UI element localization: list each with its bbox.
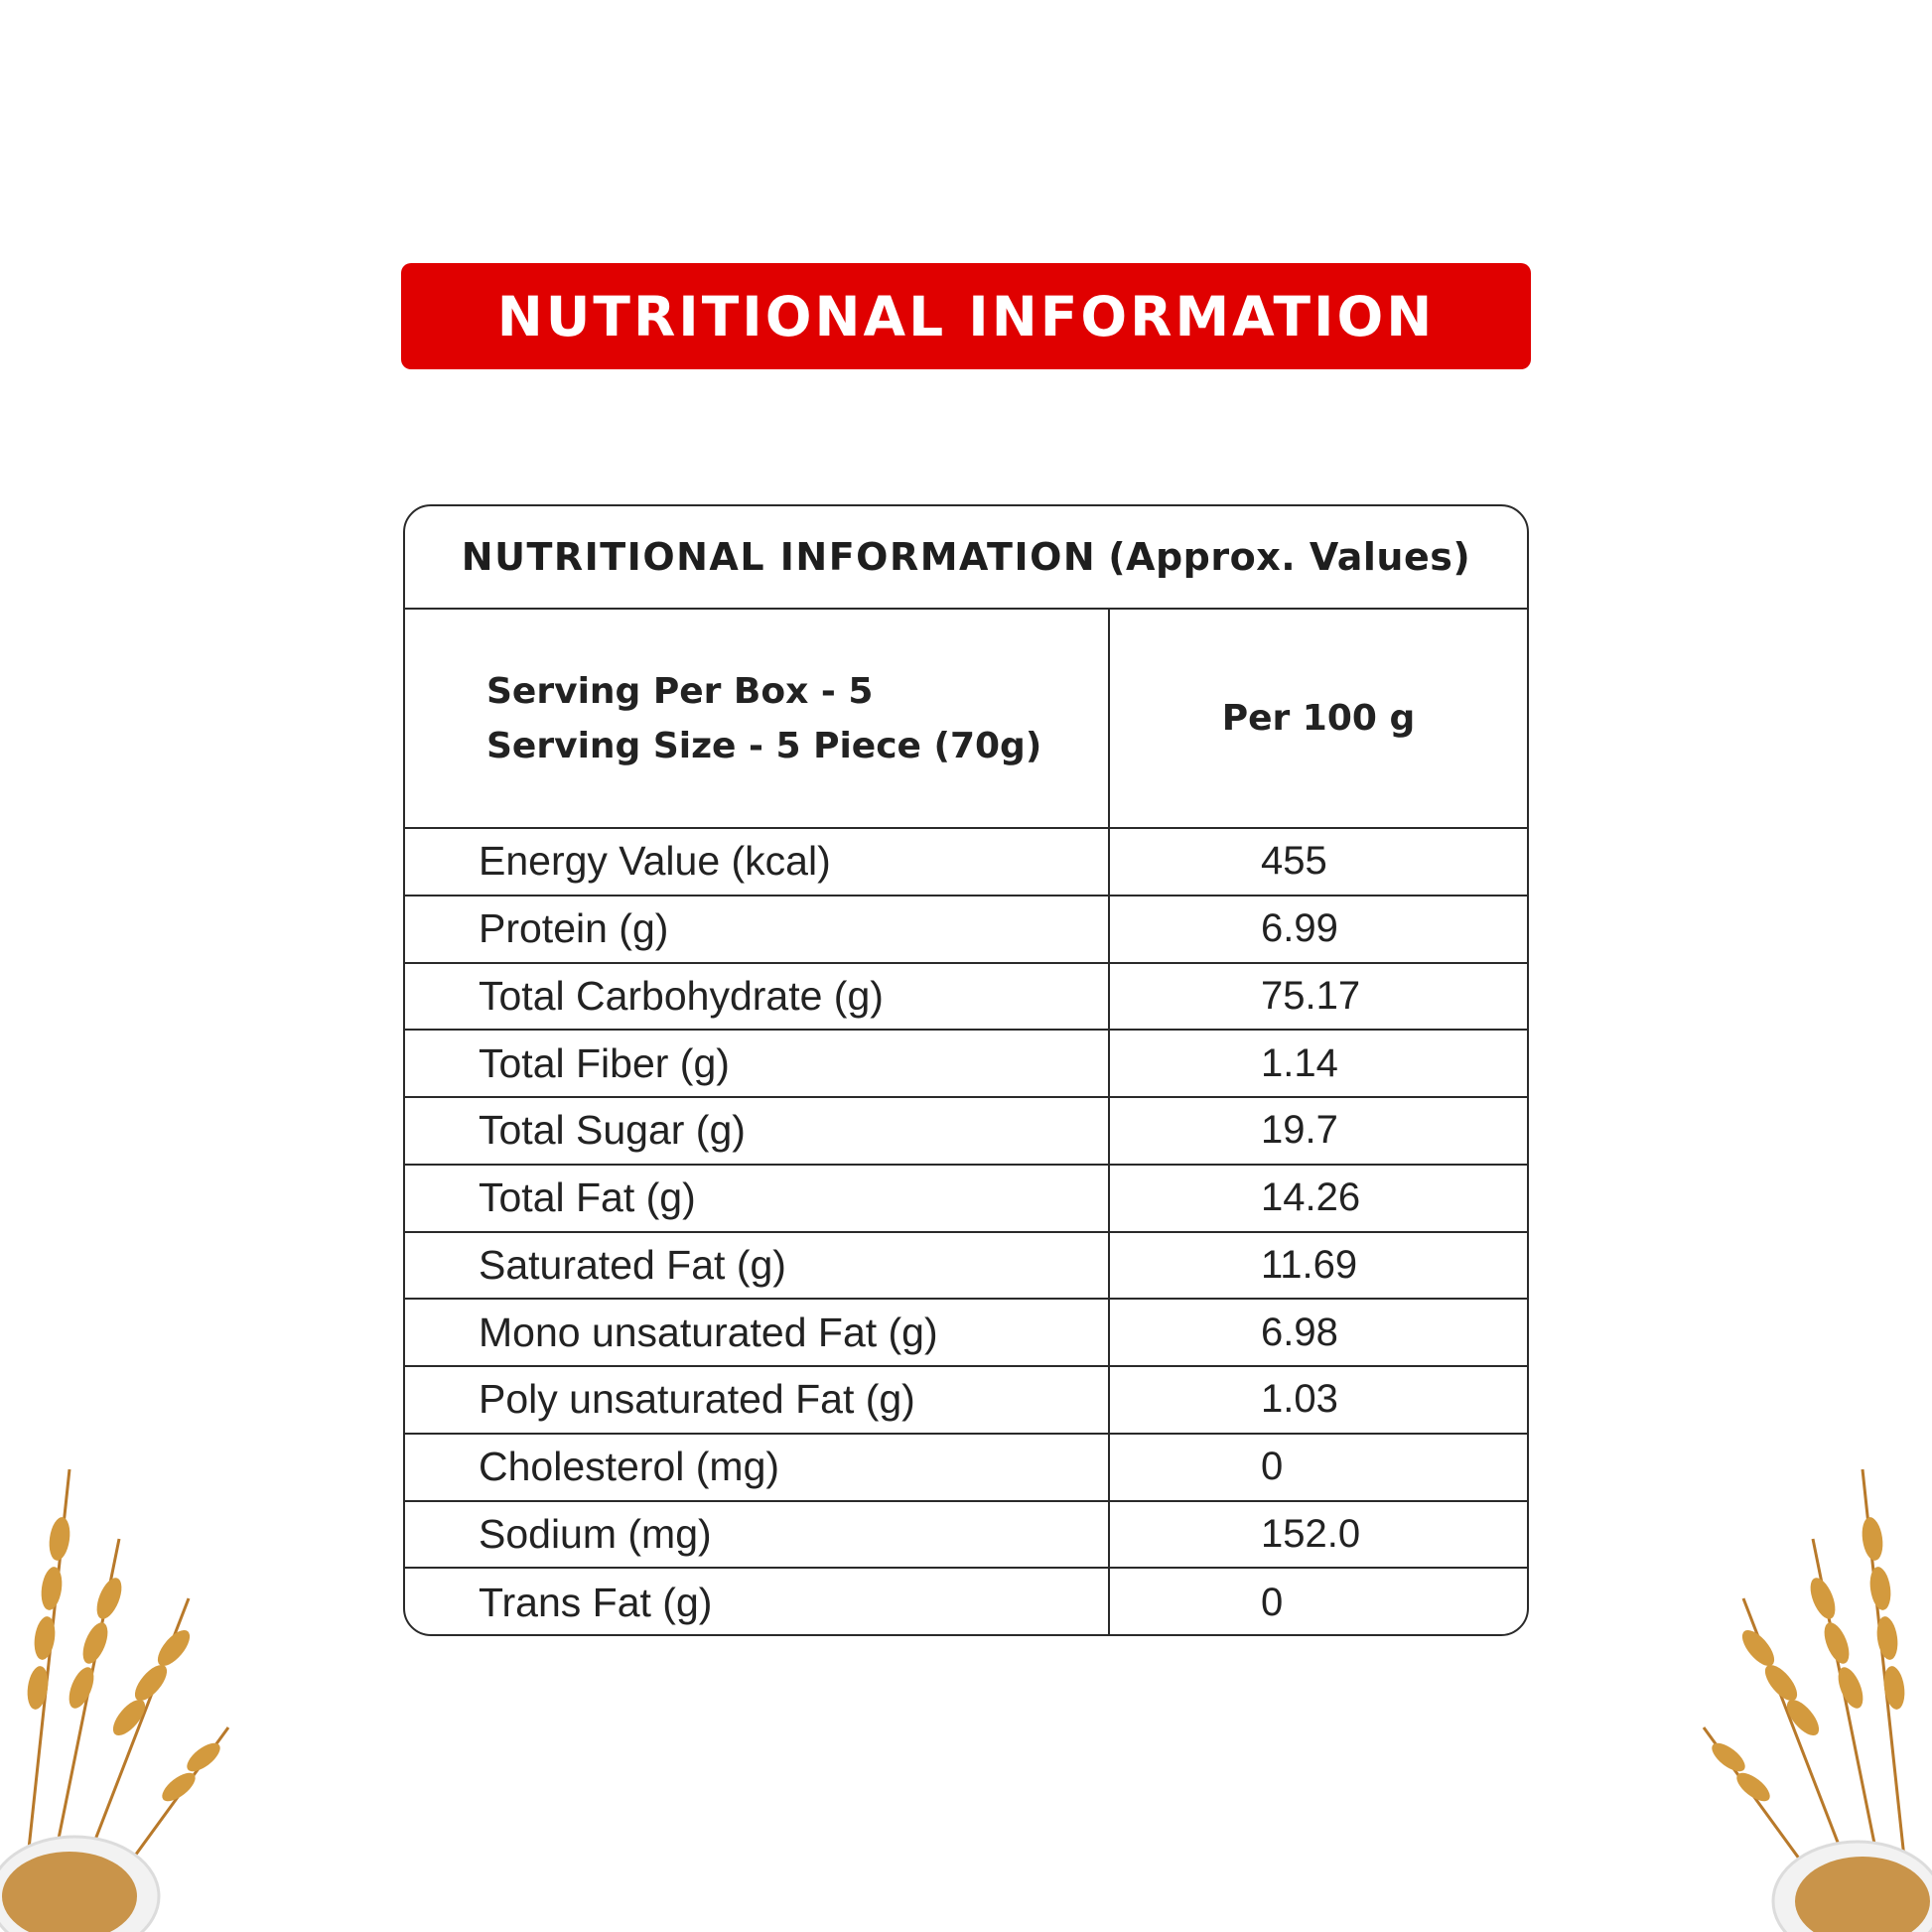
nutrient-label: Total Fat (g)	[405, 1166, 1110, 1231]
nutrient-value: 6.99	[1261, 906, 1338, 951]
table-row	[405, 1435, 1527, 1502]
nutrient-value: 1.14	[1261, 1040, 1338, 1085]
wheat-decoration-left-icon	[0, 1430, 248, 1932]
nutrient-value: 0	[1261, 1445, 1284, 1489]
table-title-row	[405, 506, 1527, 610]
title-banner	[401, 263, 1531, 369]
table-row	[405, 964, 1527, 1032]
serving-size: Serving Size - 5 Piece (70g)	[486, 725, 1042, 766]
nutrient-label: Mono unsaturated Fat (g)	[405, 1300, 1110, 1365]
table-row	[405, 1300, 1527, 1367]
nutrient-value: 0	[1261, 1580, 1284, 1624]
nutrient-label: Total Sugar (g)	[405, 1098, 1110, 1164]
table-title-sub: (Approx. Values)	[1108, 535, 1471, 579]
nutrition-table	[403, 504, 1529, 1636]
nutrient-label: Total Carbohydrate (g)	[405, 964, 1110, 1030]
nutrient-value: 75.17	[1261, 973, 1361, 1018]
serving-info	[405, 610, 1110, 827]
table-row	[405, 897, 1527, 964]
table-row	[405, 829, 1527, 897]
table-row	[405, 1166, 1527, 1233]
serving-per-box: Serving Per Box - 5	[486, 670, 874, 712]
nutrient-label: Total Fiber (g)	[405, 1031, 1110, 1096]
nutrient-label: Trans Fat (g)	[405, 1569, 1110, 1636]
table-row	[405, 1098, 1527, 1166]
nutrient-value: 455	[1261, 839, 1327, 884]
banner-title: NUTRITIONAL INFORMATION	[496, 284, 1436, 348]
nutrient-label: Poly unsaturated Fat (g)	[405, 1367, 1110, 1433]
nutrient-value: 14.26	[1261, 1175, 1361, 1220]
table-header-row	[405, 610, 1527, 829]
wheat-decoration-right-icon	[1684, 1430, 1932, 1932]
nutrient-value: 152.0	[1261, 1511, 1361, 1556]
nutrient-label: Saturated Fat (g)	[405, 1233, 1110, 1299]
nutrient-label: Cholesterol (mg)	[405, 1435, 1110, 1500]
per-100g-header: Per 100 g	[1221, 698, 1416, 739]
nutrient-value: 6.98	[1261, 1310, 1338, 1354]
nutrient-value: 1.03	[1261, 1377, 1338, 1422]
nutrient-label: Protein (g)	[405, 897, 1110, 962]
nutrient-value: 19.7	[1261, 1108, 1338, 1153]
nutrient-label: Energy Value (kcal)	[405, 829, 1110, 895]
table-row	[405, 1502, 1527, 1570]
table-row	[405, 1367, 1527, 1435]
table-row	[405, 1031, 1527, 1098]
nutrient-value: 11.69	[1261, 1242, 1358, 1287]
nutrient-label: Sodium (mg)	[405, 1502, 1110, 1568]
table-title: NUTRITIONAL INFORMATION	[461, 535, 1097, 579]
table-row	[405, 1233, 1527, 1301]
table-row	[405, 1569, 1527, 1636]
